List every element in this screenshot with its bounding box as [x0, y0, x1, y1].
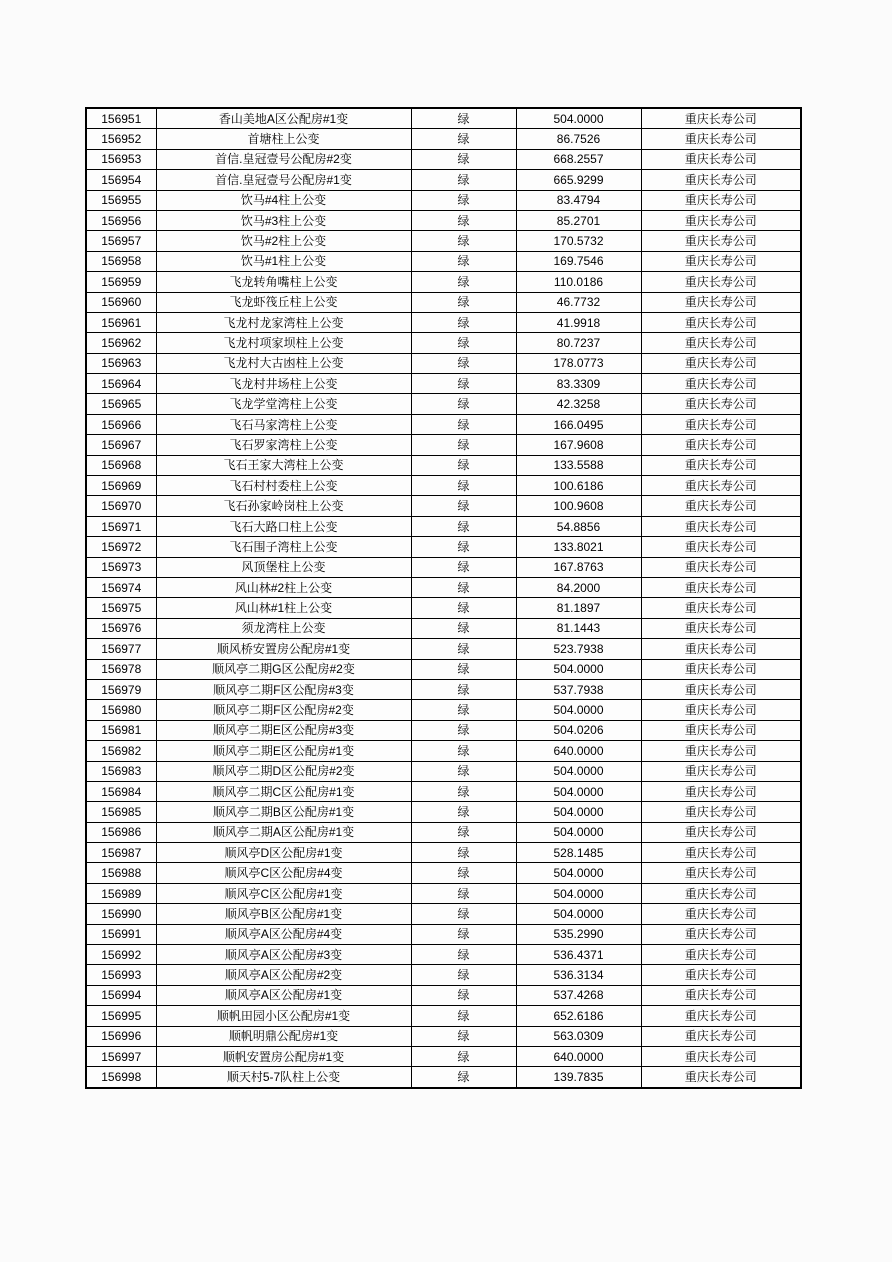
cell-status: 绿: [411, 333, 516, 353]
cell-name: 首塘柱上公变: [156, 129, 411, 149]
cell-status: 绿: [411, 394, 516, 414]
cell-status: 绿: [411, 251, 516, 271]
cell-id: 156992: [86, 945, 156, 965]
cell-value: 133.5588: [516, 455, 641, 475]
cell-company: 重庆长寿公司: [641, 639, 801, 659]
cell-value: 54.8856: [516, 516, 641, 536]
cell-value: 85.2701: [516, 210, 641, 230]
cell-id: 156969: [86, 476, 156, 496]
cell-name: 首信.皇冠壹号公配房#1变: [156, 170, 411, 190]
cell-status: 绿: [411, 924, 516, 944]
cell-id: 156978: [86, 659, 156, 679]
table-row: [86, 761, 801, 781]
cell-company: 重庆长寿公司: [641, 618, 801, 638]
cell-value: 563.0309: [516, 1026, 641, 1046]
cell-name: 飞石罗家湾柱上公变: [156, 435, 411, 455]
cell-name: 顺风亭二期A区公配房#1变: [156, 822, 411, 842]
cell-name: 顺帆安置房公配房#1变: [156, 1046, 411, 1066]
cell-value: 83.4794: [516, 190, 641, 210]
cell-company: 重庆长寿公司: [641, 598, 801, 618]
table-row: [86, 210, 801, 230]
cell-status: 绿: [411, 557, 516, 577]
cell-status: 绿: [411, 577, 516, 597]
cell-id: 156964: [86, 374, 156, 394]
cell-status: 绿: [411, 1067, 516, 1088]
table-row: [86, 455, 801, 475]
table-row: [86, 170, 801, 190]
cell-name: 须龙湾柱上公变: [156, 618, 411, 638]
cell-name: 顺风亭A区公配房#2变: [156, 965, 411, 985]
table-row: [86, 618, 801, 638]
cell-name: 飞石围子湾柱上公变: [156, 537, 411, 557]
cell-value: 81.1897: [516, 598, 641, 618]
cell-id: 156955: [86, 190, 156, 210]
cell-status: 绿: [411, 598, 516, 618]
cell-id: 156963: [86, 353, 156, 373]
cell-status: 绿: [411, 843, 516, 863]
table-row: [86, 598, 801, 618]
table-row: [86, 129, 801, 149]
cell-id: 156982: [86, 741, 156, 761]
cell-value: 80.7237: [516, 333, 641, 353]
cell-id: 156986: [86, 822, 156, 842]
cell-value: 665.9299: [516, 170, 641, 190]
cell-id: 156984: [86, 781, 156, 801]
cell-value: 536.3134: [516, 965, 641, 985]
cell-company: 重庆长寿公司: [641, 435, 801, 455]
table-row: [86, 190, 801, 210]
cell-status: 绿: [411, 618, 516, 638]
cell-value: 504.0000: [516, 904, 641, 924]
cell-name: 顺风亭A区公配房#4变: [156, 924, 411, 944]
cell-company: 重庆长寿公司: [641, 231, 801, 251]
cell-status: 绿: [411, 455, 516, 475]
cell-id: 156980: [86, 700, 156, 720]
cell-company: 重庆长寿公司: [641, 1006, 801, 1026]
cell-name: 顺风亭二期F区公配房#2变: [156, 700, 411, 720]
table-row: [86, 802, 801, 822]
table-row: [86, 353, 801, 373]
cell-value: 535.2990: [516, 924, 641, 944]
cell-id: 156988: [86, 863, 156, 883]
cell-company: 重庆长寿公司: [641, 496, 801, 516]
cell-value: 504.0000: [516, 863, 641, 883]
cell-value: 167.8763: [516, 557, 641, 577]
cell-status: 绿: [411, 272, 516, 292]
cell-name: 飞石村村委柱上公变: [156, 476, 411, 496]
table-row: [86, 272, 801, 292]
cell-name: 顺风亭B区公配房#1变: [156, 904, 411, 924]
cell-name: 飞石孙家岭岗柱上公变: [156, 496, 411, 516]
cell-value: 86.7526: [516, 129, 641, 149]
cell-id: 156987: [86, 843, 156, 863]
cell-value: 178.0773: [516, 353, 641, 373]
cell-value: 100.6186: [516, 476, 641, 496]
table-row: [86, 516, 801, 536]
cell-company: 重庆长寿公司: [641, 822, 801, 842]
cell-id: 156994: [86, 985, 156, 1005]
cell-status: 绿: [411, 1046, 516, 1066]
cell-name: 饮马#1柱上公变: [156, 251, 411, 271]
table-row: [86, 292, 801, 312]
table-row: [86, 883, 801, 903]
cell-status: 绿: [411, 700, 516, 720]
cell-company: 重庆长寿公司: [641, 1067, 801, 1088]
cell-company: 重庆长寿公司: [641, 292, 801, 312]
cell-company: 重庆长寿公司: [641, 985, 801, 1005]
table-row: [86, 720, 801, 740]
cell-status: 绿: [411, 496, 516, 516]
cell-id: 156972: [86, 537, 156, 557]
cell-status: 绿: [411, 659, 516, 679]
cell-name: 飞龙村龙家湾柱上公变: [156, 312, 411, 332]
table-row: [86, 945, 801, 965]
cell-company: 重庆长寿公司: [641, 129, 801, 149]
cell-id: 156967: [86, 435, 156, 455]
cell-company: 重庆长寿公司: [641, 210, 801, 230]
cell-value: 640.0000: [516, 1046, 641, 1066]
cell-name: 饮马#4柱上公变: [156, 190, 411, 210]
cell-id: 156997: [86, 1046, 156, 1066]
cell-company: 重庆长寿公司: [641, 353, 801, 373]
cell-name: 顺帆明鼎公配房#1变: [156, 1026, 411, 1046]
table-row: [86, 537, 801, 557]
cell-id: 156975: [86, 598, 156, 618]
cell-company: 重庆长寿公司: [641, 965, 801, 985]
cell-company: 重庆长寿公司: [641, 170, 801, 190]
table-row: [86, 965, 801, 985]
cell-status: 绿: [411, 720, 516, 740]
cell-value: 504.0206: [516, 720, 641, 740]
cell-id: 156968: [86, 455, 156, 475]
cell-name: 风顶堡柱上公变: [156, 557, 411, 577]
cell-company: 重庆长寿公司: [641, 108, 801, 129]
cell-id: 156956: [86, 210, 156, 230]
cell-id: 156983: [86, 761, 156, 781]
cell-name: 饮马#2柱上公变: [156, 231, 411, 251]
table-row: [86, 374, 801, 394]
cell-id: 156985: [86, 802, 156, 822]
cell-name: 飞石大路口柱上公变: [156, 516, 411, 536]
cell-company: 重庆长寿公司: [641, 761, 801, 781]
table-row: [86, 149, 801, 169]
cell-company: 重庆长寿公司: [641, 333, 801, 353]
cell-value: 81.1443: [516, 618, 641, 638]
table-row: [86, 1067, 801, 1088]
cell-status: 绿: [411, 108, 516, 129]
cell-status: 绿: [411, 170, 516, 190]
cell-id: 156962: [86, 333, 156, 353]
cell-id: 156973: [86, 557, 156, 577]
cell-id: 156989: [86, 883, 156, 903]
cell-company: 重庆长寿公司: [641, 190, 801, 210]
table-row: [86, 1026, 801, 1046]
cell-company: 重庆长寿公司: [641, 577, 801, 597]
cell-name: 顺风亭二期F区公配房#3变: [156, 679, 411, 699]
cell-value: 84.2000: [516, 577, 641, 597]
cell-name: 风山林#2柱上公变: [156, 577, 411, 597]
table-row: [86, 333, 801, 353]
cell-value: 537.4268: [516, 985, 641, 1005]
cell-value: 100.9608: [516, 496, 641, 516]
cell-name: 飞龙转角嘴柱上公变: [156, 272, 411, 292]
table-row: [86, 1006, 801, 1026]
cell-status: 绿: [411, 822, 516, 842]
cell-company: 重庆长寿公司: [641, 455, 801, 475]
cell-id: 156960: [86, 292, 156, 312]
cell-name: 首信.皇冠壹号公配房#2变: [156, 149, 411, 169]
cell-company: 重庆长寿公司: [641, 394, 801, 414]
table-body: [86, 108, 801, 1088]
cell-value: 536.4371: [516, 945, 641, 965]
cell-value: 504.0000: [516, 822, 641, 842]
cell-company: 重庆长寿公司: [641, 741, 801, 761]
cell-id: 156996: [86, 1026, 156, 1046]
table-row: [86, 231, 801, 251]
cell-value: 170.5732: [516, 231, 641, 251]
cell-status: 绿: [411, 414, 516, 434]
cell-status: 绿: [411, 149, 516, 169]
cell-id: 156976: [86, 618, 156, 638]
cell-name: 饮马#3柱上公变: [156, 210, 411, 230]
cell-company: 重庆长寿公司: [641, 659, 801, 679]
cell-value: 42.3258: [516, 394, 641, 414]
cell-status: 绿: [411, 353, 516, 373]
cell-value: 46.7732: [516, 292, 641, 312]
cell-id: 156957: [86, 231, 156, 251]
cell-company: 重庆长寿公司: [641, 537, 801, 557]
transformer-table: [85, 107, 802, 1089]
table-row: [86, 496, 801, 516]
table-row: [86, 577, 801, 597]
cell-status: 绿: [411, 476, 516, 496]
cell-id: 156953: [86, 149, 156, 169]
cell-status: 绿: [411, 639, 516, 659]
cell-status: 绿: [411, 292, 516, 312]
cell-id: 156966: [86, 414, 156, 434]
cell-value: 504.0000: [516, 659, 641, 679]
cell-name: 顺风亭D区公配房#1变: [156, 843, 411, 863]
cell-name: 顺风亭二期G区公配房#2变: [156, 659, 411, 679]
table-row: [86, 843, 801, 863]
table-row: [86, 863, 801, 883]
table-row: [86, 414, 801, 434]
cell-value: 504.0000: [516, 761, 641, 781]
cell-value: 133.8021: [516, 537, 641, 557]
cell-status: 绿: [411, 863, 516, 883]
cell-name: 飞龙学堂湾柱上公变: [156, 394, 411, 414]
cell-name: 顺风亭二期B区公配房#1变: [156, 802, 411, 822]
cell-status: 绿: [411, 802, 516, 822]
cell-name: 飞龙村项家坝柱上公变: [156, 333, 411, 353]
cell-value: 83.3309: [516, 374, 641, 394]
cell-status: 绿: [411, 129, 516, 149]
cell-name: 飞石王家大湾柱上公变: [156, 455, 411, 475]
cell-status: 绿: [411, 1026, 516, 1046]
cell-status: 绿: [411, 985, 516, 1005]
cell-status: 绿: [411, 435, 516, 455]
cell-name: 香山美地A区公配房#1变: [156, 108, 411, 129]
cell-id: 156951: [86, 108, 156, 129]
table-row: [86, 659, 801, 679]
cell-value: 167.9608: [516, 435, 641, 455]
cell-name: 顺风亭C区公配房#1变: [156, 883, 411, 903]
cell-company: 重庆长寿公司: [641, 149, 801, 169]
cell-company: 重庆长寿公司: [641, 843, 801, 863]
cell-id: 156952: [86, 129, 156, 149]
cell-name: 顺风亭A区公配房#1变: [156, 985, 411, 1005]
cell-company: 重庆长寿公司: [641, 414, 801, 434]
cell-company: 重庆长寿公司: [641, 272, 801, 292]
table-row: [86, 639, 801, 659]
cell-company: 重庆长寿公司: [641, 945, 801, 965]
cell-value: 139.7835: [516, 1067, 641, 1088]
cell-value: 652.6186: [516, 1006, 641, 1026]
cell-company: 重庆长寿公司: [641, 883, 801, 903]
table-row: [86, 700, 801, 720]
cell-name: 飞龙村大古凼柱上公变: [156, 353, 411, 373]
cell-id: 156961: [86, 312, 156, 332]
cell-id: 156970: [86, 496, 156, 516]
cell-value: 523.7938: [516, 639, 641, 659]
table-row: [86, 251, 801, 271]
cell-value: 504.0000: [516, 802, 641, 822]
cell-name: 顺风亭二期E区公配房#3变: [156, 720, 411, 740]
cell-company: 重庆长寿公司: [641, 557, 801, 577]
table-row: [86, 1046, 801, 1066]
cell-status: 绿: [411, 781, 516, 801]
cell-status: 绿: [411, 1006, 516, 1026]
cell-id: 156993: [86, 965, 156, 985]
table-row: [86, 985, 801, 1005]
table-row: [86, 741, 801, 761]
cell-id: 156965: [86, 394, 156, 414]
cell-id: 156995: [86, 1006, 156, 1026]
cell-status: 绿: [411, 312, 516, 332]
table-row: [86, 557, 801, 577]
cell-value: 504.0000: [516, 108, 641, 129]
cell-value: 504.0000: [516, 883, 641, 903]
cell-value: 640.0000: [516, 741, 641, 761]
cell-id: 156958: [86, 251, 156, 271]
cell-id: 156981: [86, 720, 156, 740]
cell-name: 飞龙虾筏丘柱上公变: [156, 292, 411, 312]
cell-company: 重庆长寿公司: [641, 251, 801, 271]
cell-company: 重庆长寿公司: [641, 374, 801, 394]
cell-company: 重庆长寿公司: [641, 781, 801, 801]
cell-status: 绿: [411, 679, 516, 699]
cell-company: 重庆长寿公司: [641, 679, 801, 699]
cell-name: 顺风亭A区公配房#3变: [156, 945, 411, 965]
cell-status: 绿: [411, 945, 516, 965]
cell-id: 156991: [86, 924, 156, 944]
cell-id: 156959: [86, 272, 156, 292]
table-row: [86, 476, 801, 496]
cell-value: 169.7546: [516, 251, 641, 271]
cell-company: 重庆长寿公司: [641, 516, 801, 536]
cell-status: 绿: [411, 741, 516, 761]
cell-status: 绿: [411, 516, 516, 536]
cell-company: 重庆长寿公司: [641, 1046, 801, 1066]
cell-id: 156979: [86, 679, 156, 699]
cell-name: 顺风亭二期C区公配房#1变: [156, 781, 411, 801]
table-row: [86, 435, 801, 455]
cell-value: 528.1485: [516, 843, 641, 863]
cell-name: 风山林#1柱上公变: [156, 598, 411, 618]
cell-company: 重庆长寿公司: [641, 720, 801, 740]
cell-name: 顺天村5-7队柱上公变: [156, 1067, 411, 1088]
table-row: [86, 781, 801, 801]
cell-company: 重庆长寿公司: [641, 802, 801, 822]
cell-status: 绿: [411, 761, 516, 781]
table-row: [86, 904, 801, 924]
cell-name: 顺风亭二期E区公配房#1变: [156, 741, 411, 761]
table-row: [86, 312, 801, 332]
cell-name: 顺风亭C区公配房#4变: [156, 863, 411, 883]
cell-id: 156990: [86, 904, 156, 924]
cell-status: 绿: [411, 883, 516, 903]
cell-status: 绿: [411, 537, 516, 557]
cell-name: 飞龙村井场柱上公变: [156, 374, 411, 394]
table-row: [86, 822, 801, 842]
cell-value: 166.0495: [516, 414, 641, 434]
cell-company: 重庆长寿公司: [641, 700, 801, 720]
cell-name: 顺帆田园小区公配房#1变: [156, 1006, 411, 1026]
cell-name: 顺风桥安置房公配房#1变: [156, 639, 411, 659]
cell-company: 重庆长寿公司: [641, 476, 801, 496]
cell-name: 顺风亭二期D区公配房#2变: [156, 761, 411, 781]
table-row: [86, 679, 801, 699]
cell-value: 110.0186: [516, 272, 641, 292]
cell-status: 绿: [411, 965, 516, 985]
cell-company: 重庆长寿公司: [641, 924, 801, 944]
cell-value: 537.7938: [516, 679, 641, 699]
cell-status: 绿: [411, 904, 516, 924]
cell-status: 绿: [411, 231, 516, 251]
cell-company: 重庆长寿公司: [641, 863, 801, 883]
table-row: [86, 394, 801, 414]
cell-status: 绿: [411, 374, 516, 394]
cell-value: 41.9918: [516, 312, 641, 332]
cell-id: 156954: [86, 170, 156, 190]
cell-name: 飞石马家湾柱上公变: [156, 414, 411, 434]
cell-status: 绿: [411, 190, 516, 210]
table-row: [86, 924, 801, 944]
cell-id: 156974: [86, 577, 156, 597]
cell-company: 重庆长寿公司: [641, 312, 801, 332]
cell-value: 504.0000: [516, 781, 641, 801]
cell-value: 504.0000: [516, 700, 641, 720]
table-row: [86, 108, 801, 129]
cell-status: 绿: [411, 210, 516, 230]
cell-id: 156971: [86, 516, 156, 536]
cell-company: 重庆长寿公司: [641, 904, 801, 924]
cell-value: 668.2557: [516, 149, 641, 169]
cell-id: 156977: [86, 639, 156, 659]
cell-company: 重庆长寿公司: [641, 1026, 801, 1046]
cell-id: 156998: [86, 1067, 156, 1088]
